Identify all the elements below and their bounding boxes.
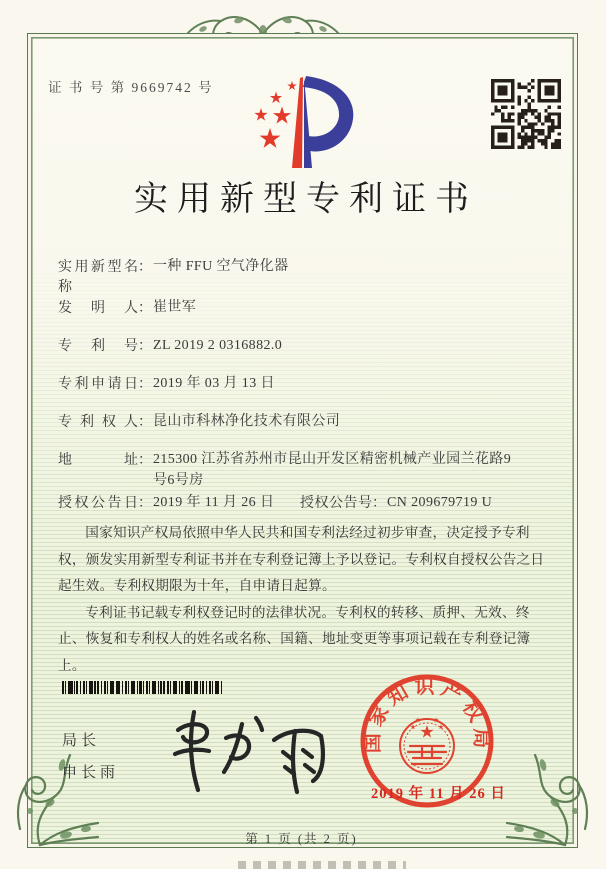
field-row-patent-number xyxy=(58,335,558,356)
field-value: 2019 年 11 月 26 日 xyxy=(153,495,275,510)
field-row-name xyxy=(58,256,558,296)
cut-off-text-fragment xyxy=(238,861,406,869)
legal-text xyxy=(58,520,549,679)
legal-paragraph: 国家知识产权局依照中华人民共和国专利法经过初步审查，决定授予专利权，颁发实用新型专利证书并在专利登记簿上予以登记。专利权自授权公告之日起生效。专利权期限为十年，自申请日起算。 xyxy=(58,525,545,593)
field-label: 授权公告号 xyxy=(300,496,372,511)
field-label: 地址 xyxy=(58,453,138,468)
colon: ： xyxy=(138,260,152,275)
certificate-number: 证 书 号 第 9669742 号 xyxy=(48,80,214,95)
barcode xyxy=(62,681,222,694)
field-row-grant xyxy=(58,492,558,513)
legal-paragraph: 专利证书记载专利权登记时的法律状况。专利权的转移、质押、无效、终止、恢复和专利权人的姓名或名称、国籍、地址变更等事项记载在专利登记簿上。 xyxy=(58,604,531,673)
colon: ： xyxy=(138,339,152,354)
field-row-patentee xyxy=(58,411,558,432)
commissioner-title: 局长 xyxy=(62,733,101,749)
field-value: 2019 年 03 月 13 日 xyxy=(153,376,275,391)
seal-ring-text: 国家知识产权局 xyxy=(361,676,493,754)
field-value: 一种 FFU 空气净化器 xyxy=(153,259,289,274)
field-group-grant-number xyxy=(300,492,492,513)
field-row-filing-date xyxy=(58,373,558,394)
qr-code xyxy=(491,79,561,149)
colon: ： xyxy=(372,496,386,511)
colon: ： xyxy=(138,377,152,392)
certificate-title: 实用新型专利证书 xyxy=(134,181,478,218)
colon: ： xyxy=(138,415,152,430)
field-label: 专利号 xyxy=(58,339,138,354)
seal-date: 2019 年 11 月 26 日 xyxy=(371,786,506,802)
commissioner-name: 申长雨 xyxy=(62,765,120,781)
field-value: ZL 2019 2 0316882.0 xyxy=(153,338,283,353)
field-label: 实用新型名称 xyxy=(58,260,138,295)
field-label: 专利权人 xyxy=(58,415,138,430)
cnipa-logo-icon xyxy=(240,72,365,174)
field-label: 发明人 xyxy=(58,301,138,316)
field-value: 昆山市科林净化技术有限公司 xyxy=(153,414,341,429)
svg-text:国家知识产权局 xyxy=(361,675,493,753)
colon: ： xyxy=(138,301,152,316)
field-row-inventor xyxy=(58,297,558,318)
colon: ： xyxy=(138,453,152,468)
field-value: 崔世军 xyxy=(153,300,197,315)
field-label: 专利申请日 xyxy=(58,377,138,392)
handwritten-signature xyxy=(162,700,332,800)
field-value: CN 209679719 U xyxy=(387,495,493,510)
page-number: 第 1 页 (共 2 页) xyxy=(245,832,358,846)
colon: ： xyxy=(138,496,152,511)
field-value: 215300 江苏省苏州市昆山开发区精密机械产业园兰花路9号6号房 xyxy=(153,452,512,488)
field-label: 授权公告日 xyxy=(58,496,138,511)
field-row-address xyxy=(58,449,558,491)
